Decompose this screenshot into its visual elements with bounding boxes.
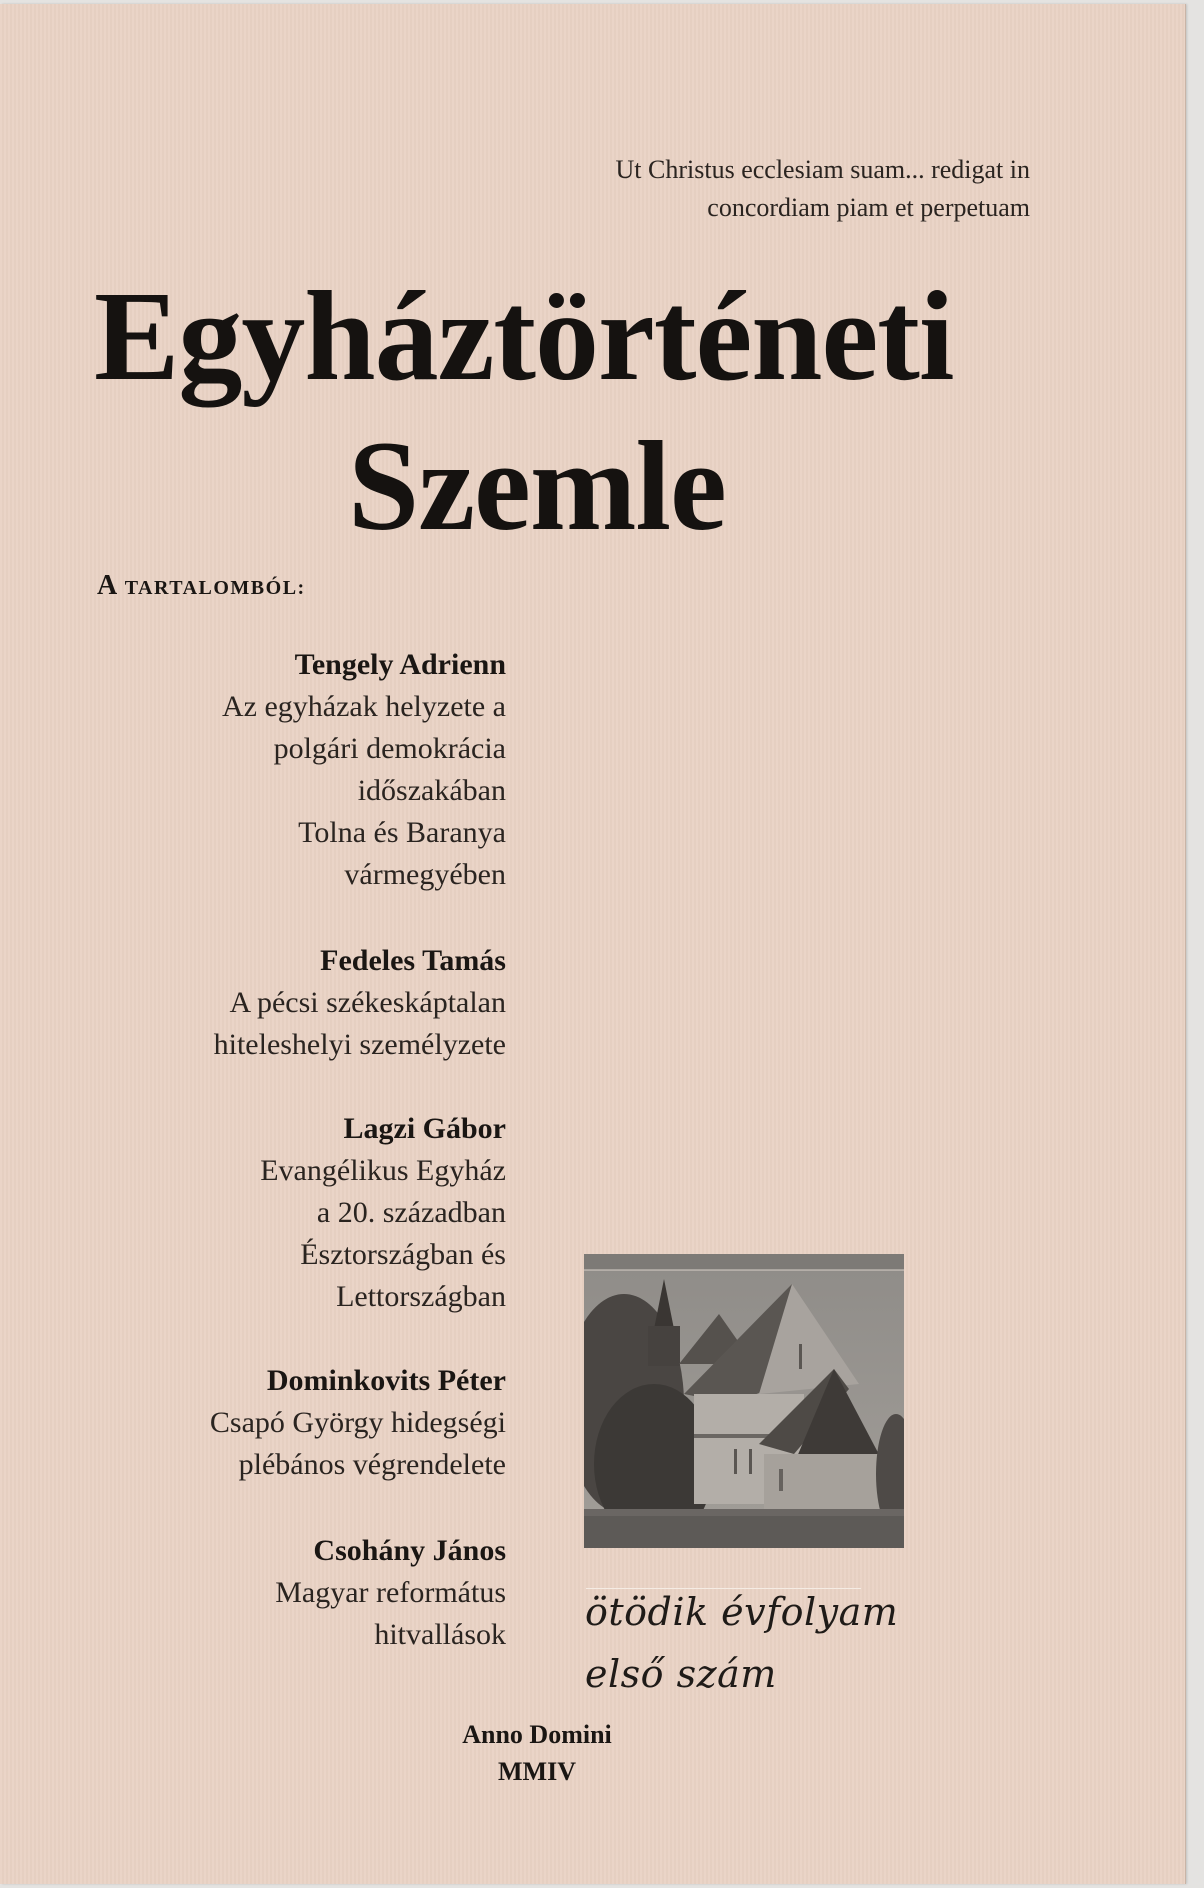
- toc-title-line: hitvallások: [374, 1618, 506, 1651]
- toc-heading: [97, 570, 306, 602]
- toc-author: Csohány János: [313, 1534, 506, 1567]
- church-illustration: [584, 1254, 904, 1548]
- toc-entry: [46, 1108, 506, 1318]
- footer-anno-domini: Anno Domini: [462, 1720, 612, 1749]
- toc-title-line: hiteleshelyi személyzete: [213, 1028, 506, 1061]
- toc-heading-initial: A: [97, 570, 117, 601]
- journal-title-line-1: Egyháztörténeti: [94, 265, 954, 407]
- volume-label: ötödik évfolyam: [585, 1590, 899, 1634]
- journal-title-line-2: Szemle: [348, 415, 726, 557]
- toc-heading-rest: TARTALOMBÓL:: [124, 577, 306, 599]
- toc-title-line: Tolna és Baranya: [298, 816, 506, 849]
- toc-title-line: vármegyében: [344, 858, 506, 891]
- church-photo: [584, 1254, 904, 1548]
- toc-title-line: Észtországban és: [300, 1238, 506, 1271]
- toc-title-line: a 20. században: [316, 1196, 506, 1229]
- motto: [410, 151, 1030, 227]
- toc-title-line: polgári demokrácia: [273, 732, 506, 765]
- toc-title-line: plébános végrendelete: [238, 1448, 506, 1481]
- toc-title-line: Evangélikus Egyház: [260, 1154, 506, 1187]
- toc-entry: [46, 644, 506, 896]
- issue-number-label: első szám: [585, 1652, 777, 1696]
- toc-author: Dominkovits Péter: [266, 1364, 506, 1397]
- divider-rule: [586, 1588, 861, 1589]
- toc-title-line: Magyar református: [275, 1576, 506, 1609]
- toc-title-line: Lettországban: [336, 1280, 506, 1313]
- toc-title-line: Az egyházak helyzete a: [222, 690, 506, 723]
- toc-entry: [46, 1360, 506, 1486]
- toc-author: Lagzi Gábor: [343, 1112, 506, 1145]
- toc-title-line: Csapó György hidegségi: [209, 1406, 506, 1439]
- toc-author: Tengely Adrienn: [294, 648, 506, 681]
- motto-line-1: Ut Christus ecclesiam suam... redigat in: [615, 155, 1030, 184]
- toc-entry: [46, 940, 506, 1066]
- journal-cover: [0, 4, 1185, 1884]
- footer-year: MMIV: [498, 1757, 576, 1786]
- toc-entry: [46, 1530, 506, 1656]
- toc-title-line: időszakában: [357, 774, 506, 807]
- motto-line-2: concordiam piam et perpetuam: [707, 193, 1030, 222]
- toc-title-line: A pécsi székeskáptalan: [229, 986, 506, 1019]
- toc-author: Fedeles Tamás: [320, 944, 506, 977]
